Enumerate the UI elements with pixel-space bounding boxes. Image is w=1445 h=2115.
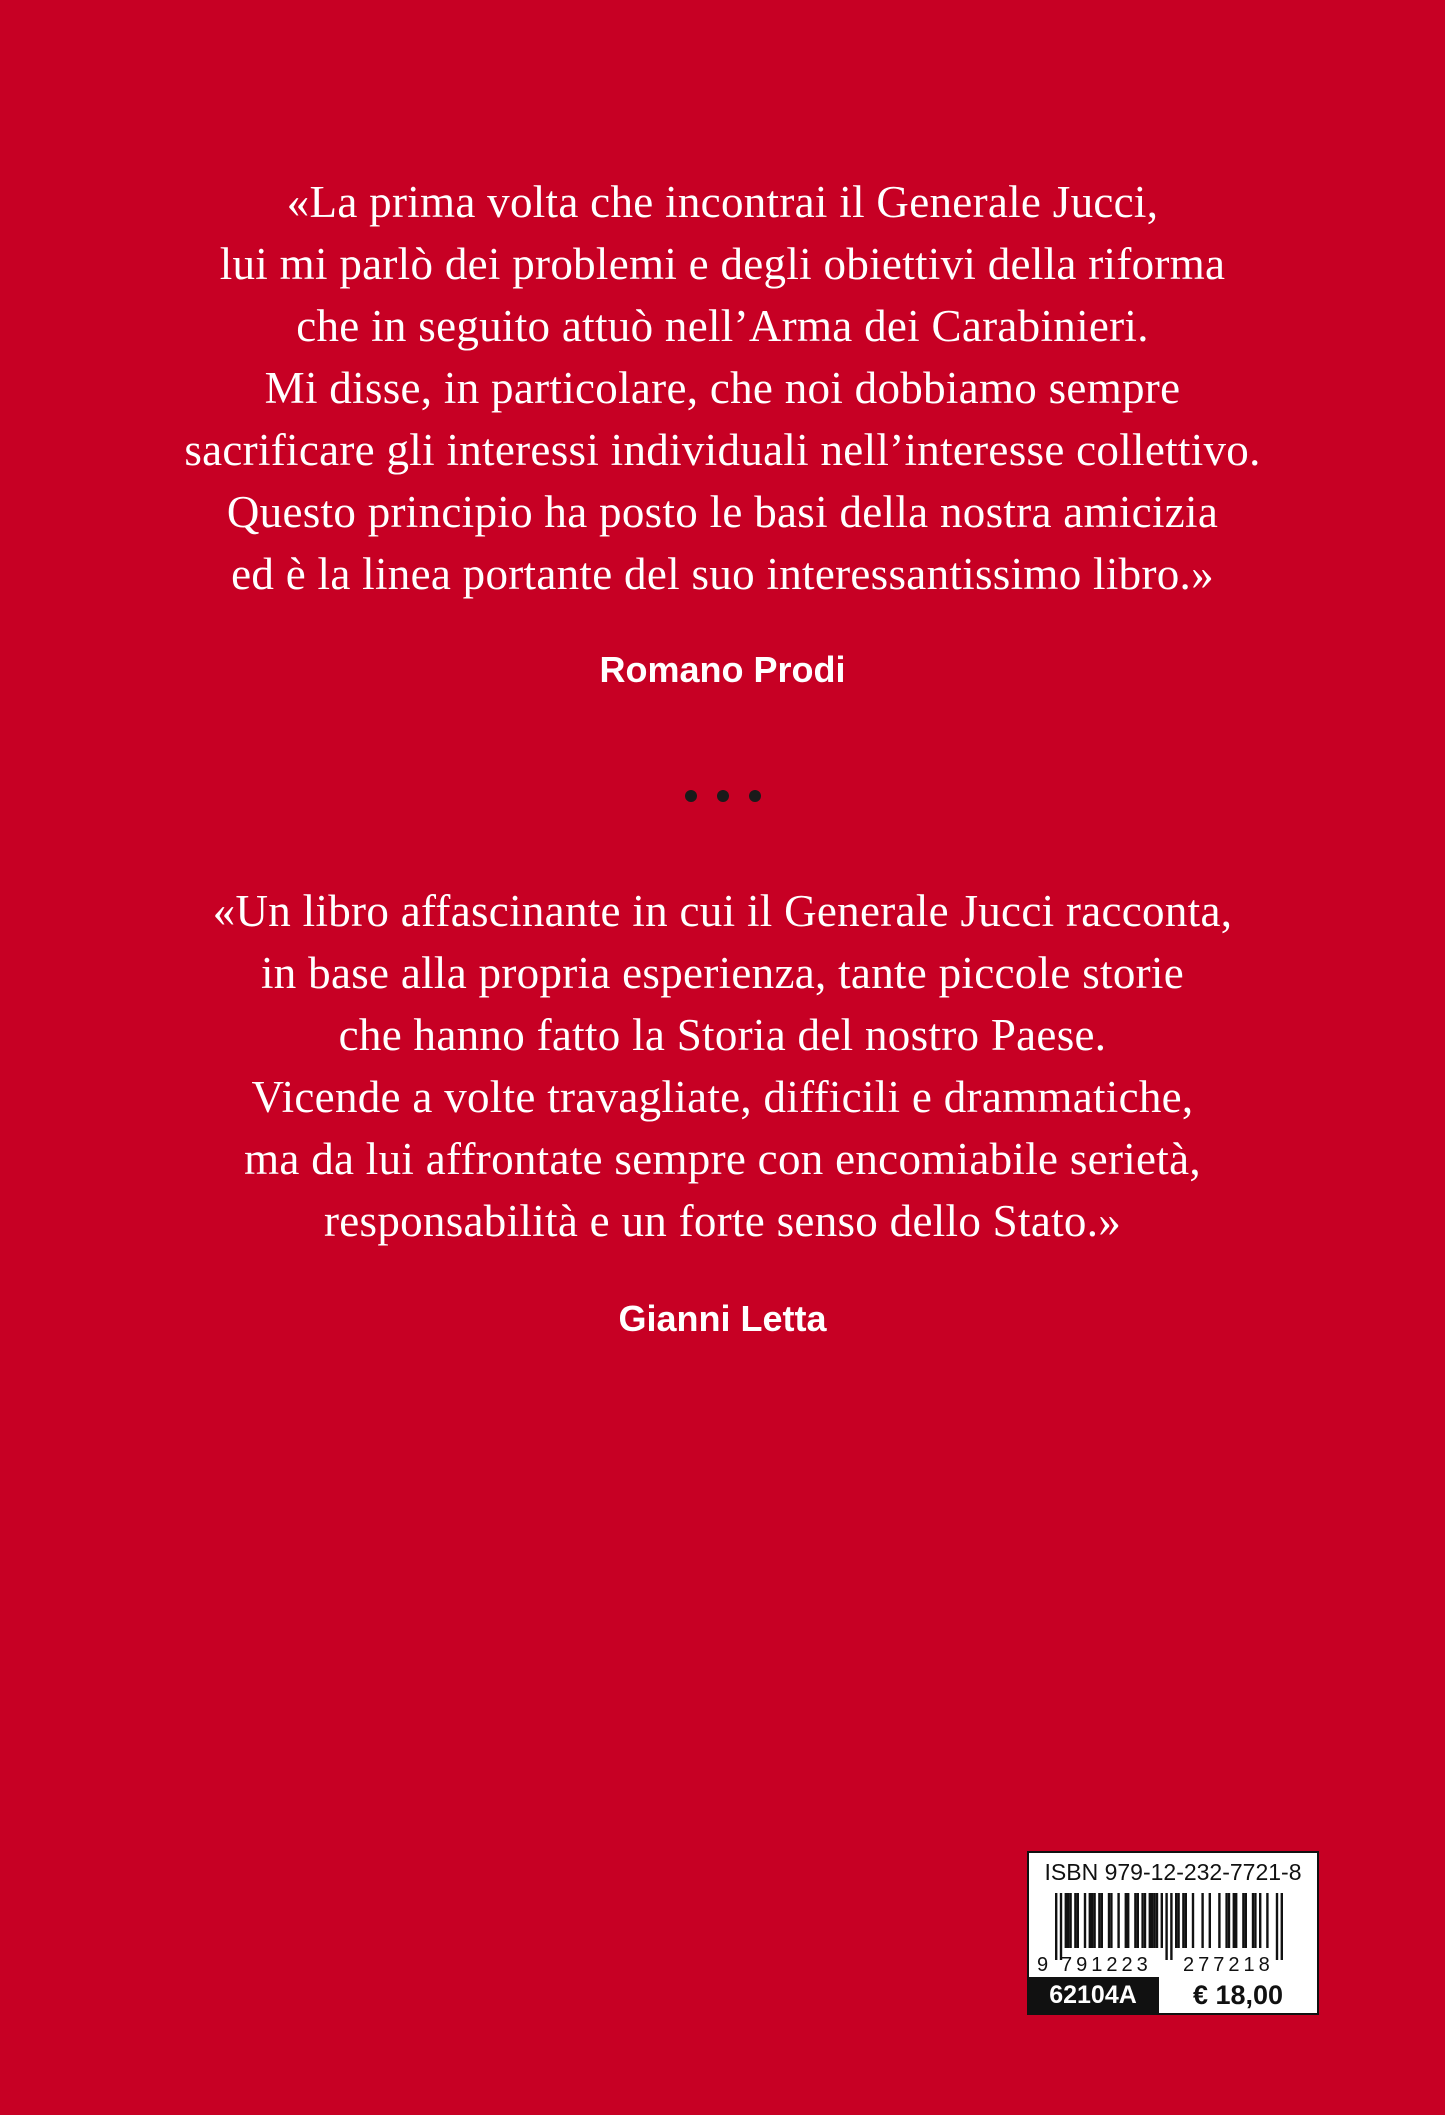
barcode-footer xyxy=(1029,1977,1317,2013)
isbn-barcode-box xyxy=(1027,1851,1319,2015)
quote-block-letta xyxy=(0,880,1445,1252)
separator-dot-icon xyxy=(749,790,761,802)
product-code: 62104A xyxy=(1029,1977,1157,2013)
barcode-bar xyxy=(1077,1893,1079,1948)
barcode-bar xyxy=(1235,1893,1237,1948)
barcode-bar xyxy=(1144,1893,1146,1948)
barcode-bar xyxy=(1069,1893,1071,1948)
separator-dots xyxy=(0,787,1445,806)
barcode-bar xyxy=(1084,1893,1086,1948)
barcode-bar xyxy=(1161,1893,1163,1948)
barcode-bar xyxy=(1060,1893,1062,1960)
barcode-bar xyxy=(1209,1893,1211,1948)
quote-line: ma da lui affrontate sempre con encomiabile serietà, xyxy=(244,1134,1201,1184)
barcode-bar xyxy=(1110,1893,1112,1948)
barcode-bar xyxy=(1117,1893,1119,1948)
barcode-bar xyxy=(1254,1893,1256,1948)
quote-line: che in seguito attuò nell’Arma dei Carabinieri. xyxy=(296,301,1149,351)
quote-author-letta: Gianni Letta xyxy=(618,1298,827,1339)
barcode-bar xyxy=(1127,1893,1129,1948)
barcode-bar xyxy=(1218,1893,1220,1948)
barcode-bar xyxy=(1125,1893,1127,1948)
barcode-bar xyxy=(1065,1893,1067,1948)
barcode-bar xyxy=(1182,1893,1184,1948)
quote-line: Mi disse, in particolare, che noi dobbiamo sempre xyxy=(264,363,1181,413)
quote-block-prodi xyxy=(0,171,1445,605)
barcode-bar xyxy=(1242,1893,1244,1948)
barcode-bar xyxy=(1225,1893,1227,1948)
barcode-bar xyxy=(1156,1893,1158,1948)
quote-line: Vicende a volte travagliate, difficili e drammatiche, xyxy=(251,1072,1194,1122)
quote-line: responsabilità e un forte senso dello Stato.» xyxy=(323,1196,1122,1246)
barcode-bar xyxy=(1185,1893,1187,1948)
quote-line: in base alla propria esperienza, tante piccole storie xyxy=(261,948,1184,998)
barcode-bar xyxy=(1165,1893,1167,1960)
barcode-bar xyxy=(1233,1893,1235,1948)
barcode-digits-left: 791223 xyxy=(1061,1954,1152,1976)
barcode-bar xyxy=(1175,1893,1177,1948)
quote-line: sacrificare gli interessi individuali nell’interesse collettivo. xyxy=(184,425,1261,475)
barcode-bar xyxy=(1228,1893,1230,1948)
barcode-bar xyxy=(1201,1893,1203,1948)
barcode-bar xyxy=(1134,1893,1136,1948)
barcode-bar xyxy=(1093,1893,1095,1948)
quote-line: che hanno fatto la Storia del nostro Paese. xyxy=(338,1010,1107,1060)
barcode-bar xyxy=(1151,1893,1153,1948)
barcode-bar xyxy=(1101,1893,1103,1948)
barcode-bar xyxy=(1245,1893,1247,1948)
quote-line: ed è la linea portante del suo interessantissimo libro.» xyxy=(231,549,1214,599)
barcode-bar xyxy=(1108,1893,1110,1948)
isbn-label: ISBN 979-12-232-7721-8 xyxy=(1044,1859,1302,1885)
barcode-bar xyxy=(1091,1893,1093,1948)
barcode-bar xyxy=(1149,1893,1151,1948)
barcode-bar xyxy=(1177,1893,1179,1948)
quote-line: Questo principio ha posto le basi della nostra amicizia xyxy=(226,487,1219,537)
barcode-bar xyxy=(1055,1893,1057,1960)
quote-line: «La prima volta che incontrai il Generale Jucci, xyxy=(286,177,1159,227)
quote-line: lui mi parlò dei problemi e degli obiettivi della riforma xyxy=(219,239,1226,289)
barcode-bar xyxy=(1141,1893,1143,1948)
barcode-bar xyxy=(1137,1893,1139,1948)
barcode-bar xyxy=(1281,1893,1283,1960)
barcode-bar xyxy=(1259,1893,1261,1948)
barcode-bar xyxy=(1192,1893,1194,1948)
quote-author-prodi: Romano Prodi xyxy=(599,649,846,690)
barcode-digits-right: 277218 xyxy=(1183,1954,1274,1976)
separator-dot-icon xyxy=(717,790,729,802)
quote-line: «Un libro affascinante in cui il Generale Jucci racconta, xyxy=(212,886,1233,936)
separator-dot-icon xyxy=(685,790,697,802)
barcode-bar xyxy=(1266,1893,1268,1948)
price-label: € 18,00 xyxy=(1157,1977,1317,2013)
barcode-bar xyxy=(1252,1893,1254,1948)
barcode-bar xyxy=(1089,1893,1091,1948)
barcode-bar xyxy=(1074,1893,1076,1948)
barcode-bar xyxy=(1153,1893,1155,1948)
barcode-icon xyxy=(1029,1853,1317,1977)
barcode-digit-first: 9 xyxy=(1037,1954,1049,1976)
barcode-bar xyxy=(1067,1893,1069,1948)
barcode-bar xyxy=(1170,1893,1172,1960)
barcode-bar xyxy=(1276,1893,1278,1960)
barcode-bar xyxy=(1098,1893,1100,1948)
